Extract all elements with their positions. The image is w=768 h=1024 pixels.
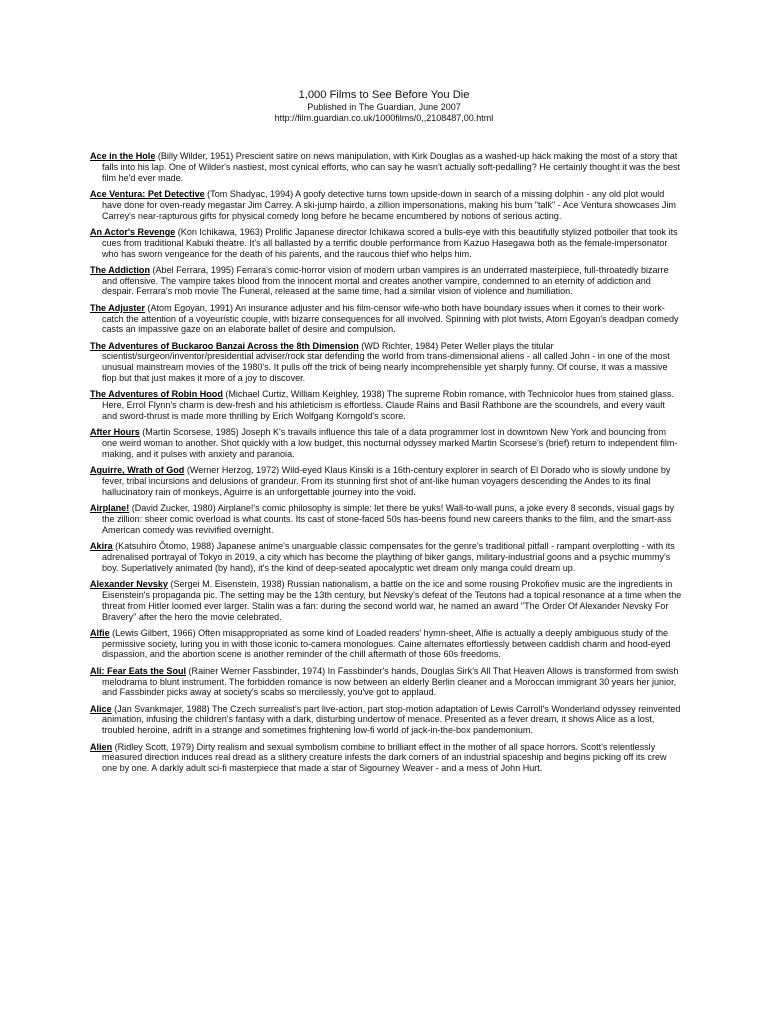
film-description: (Sergei M. Eisenstein, 1938) Russian nationalism, a battle on the ice and some rousing Prokofiev music are the ingredients in Eisenstein's propaganda pic. The setting may be the 13th century, but Nevsky's defeat of the Teutons had a topical resonance at a time when the threat from Hitler loomed ever larger. Stalin was a fan: during the second world war, he named an award "The Order Of Alexander Nevsky For Bravery" after the hero the movie celebrated. (102, 578, 682, 622)
film-title-link[interactable]: Alien (90, 741, 113, 752)
film-entry (90, 389, 682, 422)
film-entry (90, 151, 682, 184)
film-entry (90, 666, 682, 699)
film-description: (WD Richter, 1984) Peter Weller plays the titular scientist/surgeon/inventor/presidential adviser/rock star defending the world from trans-dimensional aliens - all called John - in one of the most unusual mainstream movies of the 1980's. It pulls off the trick of being nearly incomprehensible yet sharply funny. Of course, it was a massive flop but that just makes it more of a joy to discover. (102, 340, 670, 384)
film-entry (90, 427, 682, 460)
film-title-link[interactable]: The Adjuster (90, 302, 145, 313)
film-title-link[interactable]: Aguirre, Wrath of God (90, 465, 185, 476)
film-description: (Lewis Gilbert, 1966) Often misappropriated as some kind of Loaded readers' hymn-sheet, Alfie is actually a deeply ambiguous study of the permissive society, luring you in with those iconic to-camera monologues. Caine alternates effortlessly between caddish charm and hood-eyed dispassion, and the abortion scene is another reminder of the chill aftermath of those 60s freedoms. (102, 627, 671, 660)
film-title-link[interactable]: Akira (90, 541, 113, 552)
document-header (0, 89, 768, 125)
film-description: (Werner Herzog, 1972) Wild-eyed Klaus Kinski is a 16th-century explorer in search of El Dorado who is slowly undone by fever, tribal incursions and delusions of grandeur. From its stunning first shot of ant-like human voyagers descending the Andes to its final hallucinatory rain of monkeys, Aguirre is an unforgettable journey into the void. (102, 465, 671, 497)
document-title: 1,000 Films to See Before You Die (298, 89, 470, 101)
film-entry (90, 465, 682, 498)
film-description: (Kon Ichikawa, 1963) Prolific Japanese director Ichikawa scored a bulls-eye with this beautifully stylized potboiler that took its cues from traditional Kabuki theatre. It's all ballasted by a terrific double performance from Kazuo Hasegawa both as the female-impersonator who has sworn vengeance for the death of his parents, and the raucous thief who helps him. (102, 226, 678, 259)
film-title-link[interactable]: The Addiction (90, 264, 150, 275)
film-description: (Abel Ferrara, 1995) Ferrara's comic-horror vision of modern urban vampires is an underrated masterpiece, full-throatedly bizarre and offensive. The vampire takes blood from the innocent mortal and creates another vampire, condemned to an eternity of addiction and despair. Ferrara's mob movie The Funeral, released at the same time, had a similar vision of violence and humiliation. (102, 264, 669, 297)
film-entry (90, 579, 682, 622)
film-description: (Rainer Werner Fassbinder, 1974) In Fassbinder's hands, Douglas Sirk's All That Heaven Allows is transformed from swish melodrama to blunt instrument. The forbidden romance is now between an elderly Berlin cleaner and a Moroccan immigrant 30 years her junior, and Fassbinder picks away at society's scabs so mercilessly, you've got to applaud. (102, 665, 679, 698)
film-entry (90, 189, 682, 222)
film-entry (90, 704, 682, 737)
film-description: (Michael Curtiz, William Keighley, 1938) The supreme Robin romance, with Technicolor hues from stained glass. Here, Errol Flynn's charm is dew-fresh and his athleticism is effortless. Claude Rains and Basil Rathbone are the scoundrels, and every vault and sword-thrust is made more thrilling by Erich Wolfgang Korngold's score. (102, 389, 674, 422)
film-description: (Ridley Scott, 1979) Dirty realism and sexual symbolism combine to brilliant effect in the mother of all space horrors. Scott's relentlessly measured direction induces real dread as a slithery creature infests the dark corners of an industrial spaceship and begins picking off its crew one by one. A darkly adult sci-fi masterpiece that made a star of Sigourney Weaver - and a mess of John Hurt. (102, 741, 667, 774)
film-description: (Martin Scorsese, 1985) Joseph K's travails influence this tale of a data programmer lost in downtown New York and bouncing from one weird woman to another. Shot quickly with a low budget, this nocturnal odyssey marked Martin Scorsese's (brief) return to independent film-making, and it pulses with anxiety and paranoia. (102, 427, 678, 459)
film-title-link[interactable]: An Actor's Revenge (90, 226, 176, 237)
film-entry (90, 341, 682, 384)
film-title-link[interactable]: Ace Ventura: Pet Detective (90, 188, 205, 199)
film-description: (Jan Svankmajer, 1988) The Czech surrealist's part live-action, part stop-motion adaptation of Lewis Carroll's Wonderland odyssey reinvented animation, infusing the children's fantasy with a dark, disturbing undertow of menace. Presented as a fever dream, it shows Alice as a lost, troubled heroine, adrift in a strange and sometimes frightening low-fi world of jack-in-the-box pandemonium. (102, 703, 681, 736)
film-title-link[interactable]: Ace in the Hole (90, 151, 156, 161)
film-title-link[interactable]: Alice (90, 703, 112, 714)
film-description: (Atom Egoyan, 1991) An insurance adjuster and his film-censor wife-who both have boundary issues when it comes to their work-catch the attention of a voyeuristic couple, with bizarre consequences for all involved. Spinning with plot twists, Atom Egoyan's deadpan comedy casts an impassive gaze on an elaborate ballet of desire and compulsion. (102, 302, 679, 335)
film-title-link[interactable]: Airplane! (90, 503, 130, 514)
film-description: (Tom Shadyac, 1994) A goofy detective turns town upside-down in search of a missing dolphin - any old plot would have done for oven-ready megastar Jim Carrey. A ski-jump hairdo, a zillion impersonations, making his bum "talk" - Ace Ventura showcases Jim Carrey's near-rapturous gifts for physical comedy long before he became encumbered by notions of serious acting. (102, 188, 676, 221)
film-entry (90, 541, 682, 574)
film-list (90, 151, 682, 779)
film-entry (90, 265, 682, 298)
film-title-link[interactable]: Alexander Nevsky (90, 578, 168, 589)
film-entry (90, 742, 682, 775)
film-description: (Katsuhiro Ôtomo, 1988) Japanese anime's unarguable classic compensates for the genre's traditional pitfall - rampant overplotting - with its adrenalised portrayal of Tokyo in 2019, a city which has become the plaything of biker gangs, military-industrial goons and a psychic mummy's boy. Superlatively animated (by hand), it's the kind of deep-seated apocalyptic wet dream only manga could dream up. (102, 541, 675, 573)
film-entry (90, 227, 682, 260)
source-url: http://film.guardian.co.uk/1000films/0,,2108487,00.html (274, 113, 494, 123)
film-title-link[interactable]: The Adventures of Robin Hood (90, 389, 223, 400)
film-entry (90, 503, 682, 536)
film-entry (90, 628, 682, 661)
film-entry (90, 303, 682, 336)
film-title-link[interactable]: Alfie (90, 627, 110, 638)
film-title-link[interactable]: Ali: Fear Eats the Soul (90, 665, 187, 676)
film-description: (David Zucker, 1980) Airplane!'s comic philosophy is simple: let there be yuks! Wall-to-wall puns, a joke every 8 seconds, visual gags by the zillion: sheer comic overload is what counts. Its cast of stone-faced 50s has-beens found new careers thanks to the film, and the smart-ass American comedy was revivified overnight. (102, 503, 675, 535)
film-description: (Billy Wilder, 1951) Prescient satire on news manipulation, with Kirk Douglas as a washed-up hack making the most of a story that falls into his lap. One of Wilder's nastiest, most cynical efforts, who can say he wasn't actually soft-pedalling? He certainly thought it was the best film he'd ever made. (102, 151, 681, 183)
publication-note: Published in The Guardian, June 2007 (307, 101, 461, 112)
film-title-link[interactable]: After Hours (90, 427, 140, 438)
film-title-link[interactable]: The Adventures of Buckaroo Banzai Across the 8th Dimension (90, 340, 359, 351)
